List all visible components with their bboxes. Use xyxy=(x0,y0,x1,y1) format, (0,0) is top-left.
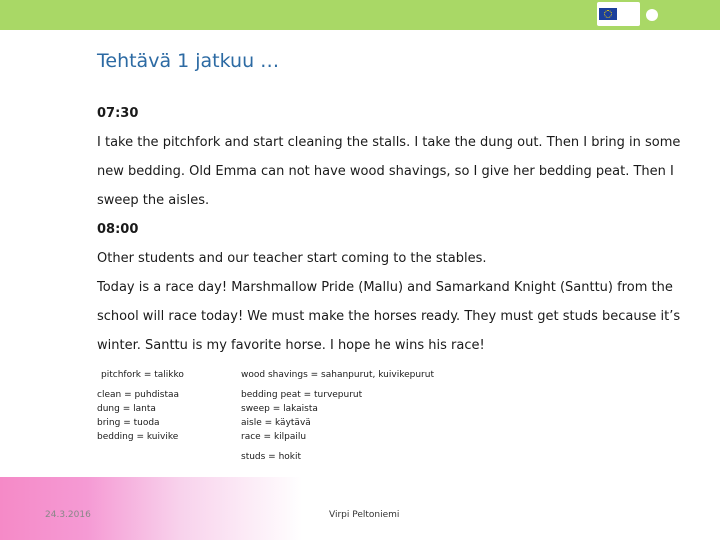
vocabulary-list-right xyxy=(241,368,451,464)
eu-flag-icon xyxy=(599,8,617,20)
slide-title: Tehtävä 1 jatkuu … xyxy=(97,50,280,72)
time-0800: 08:00 xyxy=(97,222,139,237)
vocab-item: race = kilpailu xyxy=(241,432,307,442)
vocab-item: sweep = lakaista xyxy=(241,404,318,414)
vocabulary-list-left xyxy=(97,368,227,444)
vocab-item: wood shavings = sahanpurut, kuivikepurut xyxy=(241,370,434,380)
footer-author: Virpi Peltoniemi xyxy=(329,510,400,520)
kpedu-logo xyxy=(646,4,706,26)
slide-body xyxy=(97,99,687,360)
vocab-item: pitchfork = talikko xyxy=(101,370,184,380)
vocab-item: bring = tuoda xyxy=(97,418,160,428)
footer-band xyxy=(0,477,720,540)
vocab-item: studs = hokit xyxy=(241,452,302,462)
vocab-item: clean = puhdistaa xyxy=(97,390,180,400)
vocab-item: dung = lanta xyxy=(97,404,156,414)
kpedu-mark-icon xyxy=(646,9,658,21)
vocab-item: bedding = kuivike xyxy=(97,432,179,442)
vocab-item: bedding peat = turvepurut xyxy=(241,390,363,400)
paragraph-race-day: Today is a race day! Marshmallow Pride (Mallu) and Samarkand Knight (Santtu) from the school will race today! We must make the horses ready. They must get studs because it’s winter. Santtu is my favorite horse. I hope he wins his race! xyxy=(97,280,681,353)
paragraph-stalls: I take the pitchfork and start cleaning the stalls. I take the dung out. Then I bring in some new bedding. Old Emma can not have wood shavings, so I give her bedding peat. Then I sweep the aisles. xyxy=(97,135,681,208)
eu-logo xyxy=(597,2,640,26)
vocab-item: aisle = käytävä xyxy=(241,418,311,428)
paragraph-students: Other students and our teacher start coming to the stables. xyxy=(97,251,487,266)
time-0730: 07:30 xyxy=(97,106,139,121)
footer-date: 24.3.2016 xyxy=(45,510,91,520)
